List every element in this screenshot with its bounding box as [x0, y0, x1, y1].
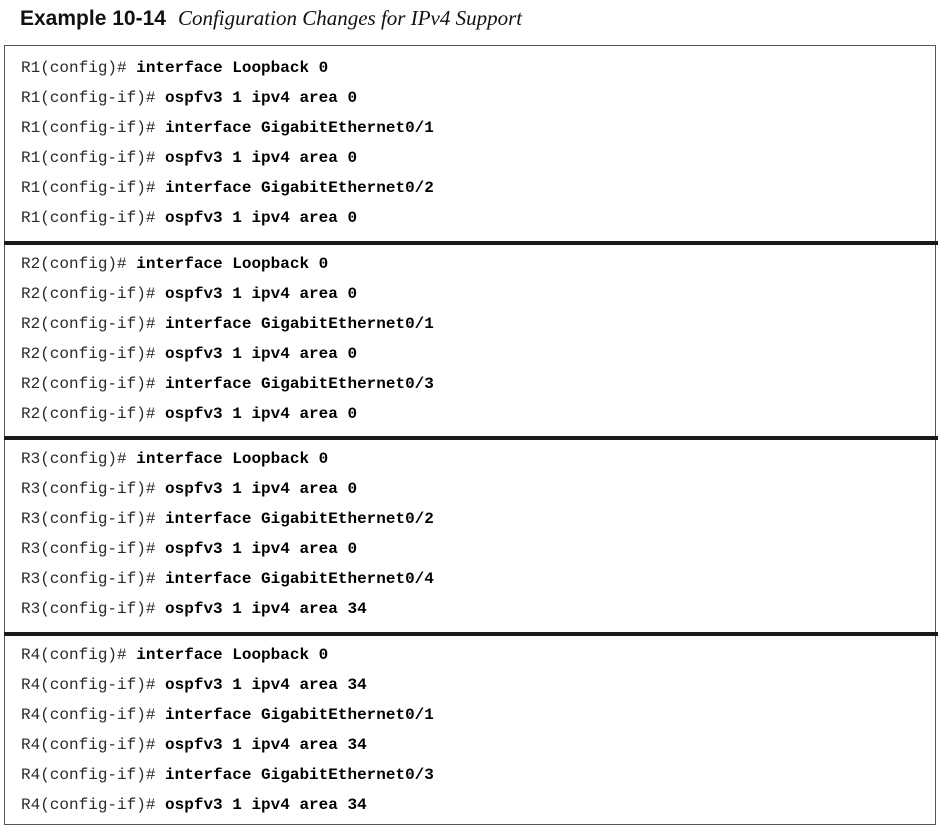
cli-prompt: R4(config-if)# [21, 676, 166, 694]
config-line [21, 730, 367, 760]
cli-prompt: R2(config)# [21, 255, 137, 273]
cli-command: ospfv3 1 ipv4 area 0 [165, 149, 358, 167]
config-line [21, 760, 434, 790]
config-line [21, 700, 434, 730]
cli-prompt: R4(config-if)# [21, 706, 166, 724]
cli-command: interface GigabitEthernet0/1 [165, 119, 434, 137]
config-line [21, 279, 357, 309]
cli-prompt: R3(config)# [21, 450, 137, 468]
config-line [21, 399, 357, 429]
cli-prompt: R3(config-if)# [21, 540, 166, 558]
config-line [21, 444, 328, 474]
cli-command: interface GigabitEthernet0/1 [165, 706, 434, 724]
cli-prompt: R2(config-if)# [21, 375, 166, 393]
cli-command: interface Loopback 0 [136, 646, 329, 664]
config-line [21, 339, 357, 369]
cli-command: ospfv3 1 ipv4 area 0 [165, 540, 358, 558]
block-divider [4, 632, 938, 636]
cli-command: ospfv3 1 ipv4 area 0 [165, 345, 358, 363]
cli-prompt: R4(config-if)# [21, 796, 166, 814]
cli-prompt: R1(config-if)# [21, 209, 166, 227]
cli-prompt: R1(config)# [21, 59, 137, 77]
cli-command: interface GigabitEthernet0/2 [165, 179, 434, 197]
config-line [21, 173, 434, 203]
cli-command: ospfv3 1 ipv4 area 34 [165, 600, 367, 618]
cli-command: interface GigabitEthernet0/3 [165, 766, 434, 784]
config-line [21, 249, 328, 279]
cli-command: ospfv3 1 ipv4 area 0 [165, 405, 358, 423]
cli-prompt: R4(config-if)# [21, 736, 166, 754]
cli-prompt: R2(config-if)# [21, 405, 166, 423]
cli-prompt: R3(config-if)# [21, 600, 166, 618]
config-line [21, 594, 367, 624]
config-line [21, 474, 357, 504]
cli-command: interface GigabitEthernet0/4 [165, 570, 434, 588]
config-line [21, 504, 434, 534]
cli-command: ospfv3 1 ipv4 area 34 [165, 796, 367, 814]
config-line [21, 790, 367, 820]
cli-prompt: R3(config-if)# [21, 480, 166, 498]
cli-prompt: R1(config-if)# [21, 119, 166, 137]
config-line [21, 53, 328, 83]
config-line [21, 640, 328, 670]
config-line [21, 203, 357, 233]
config-line [21, 670, 367, 700]
cli-prompt: R4(config)# [21, 646, 137, 664]
cli-prompt: R1(config-if)# [21, 89, 166, 107]
cli-command: interface GigabitEthernet0/1 [165, 315, 434, 333]
cli-prompt: R1(config-if)# [21, 179, 166, 197]
block-divider [4, 436, 938, 440]
config-line [21, 83, 357, 113]
cli-prompt: R3(config-if)# [21, 570, 166, 588]
example-number: Example 10-14 [20, 7, 166, 30]
example-title: Configuration Changes for IPv4 Support [177, 6, 523, 30]
config-line [21, 113, 434, 143]
example-caption [20, 2, 522, 34]
cli-command: ospfv3 1 ipv4 area 0 [165, 209, 358, 227]
cli-command: ospfv3 1 ipv4 area 0 [165, 89, 358, 107]
cli-prompt: R2(config-if)# [21, 315, 166, 333]
cli-command: ospfv3 1 ipv4 area 34 [165, 736, 367, 754]
config-line [21, 143, 357, 173]
config-line [21, 534, 357, 564]
cli-command: ospfv3 1 ipv4 area 0 [165, 480, 358, 498]
cli-prompt: R2(config-if)# [21, 345, 166, 363]
cli-prompt: R1(config-if)# [21, 149, 166, 167]
cli-prompt: R4(config-if)# [21, 766, 166, 784]
cli-command: interface Loopback 0 [136, 450, 329, 468]
cli-command: interface Loopback 0 [136, 255, 329, 273]
config-line [21, 369, 434, 399]
cli-command: interface GigabitEthernet0/2 [165, 510, 434, 528]
cli-prompt: R2(config-if)# [21, 285, 166, 303]
config-line [21, 564, 434, 594]
config-listing [4, 45, 936, 825]
block-divider [4, 241, 938, 245]
cli-command: ospfv3 1 ipv4 area 34 [165, 676, 367, 694]
cli-prompt: R3(config-if)# [21, 510, 166, 528]
cli-command: ospfv3 1 ipv4 area 0 [165, 285, 358, 303]
cli-command: interface Loopback 0 [136, 59, 329, 77]
cli-command: interface GigabitEthernet0/3 [165, 375, 434, 393]
config-line [21, 309, 434, 339]
